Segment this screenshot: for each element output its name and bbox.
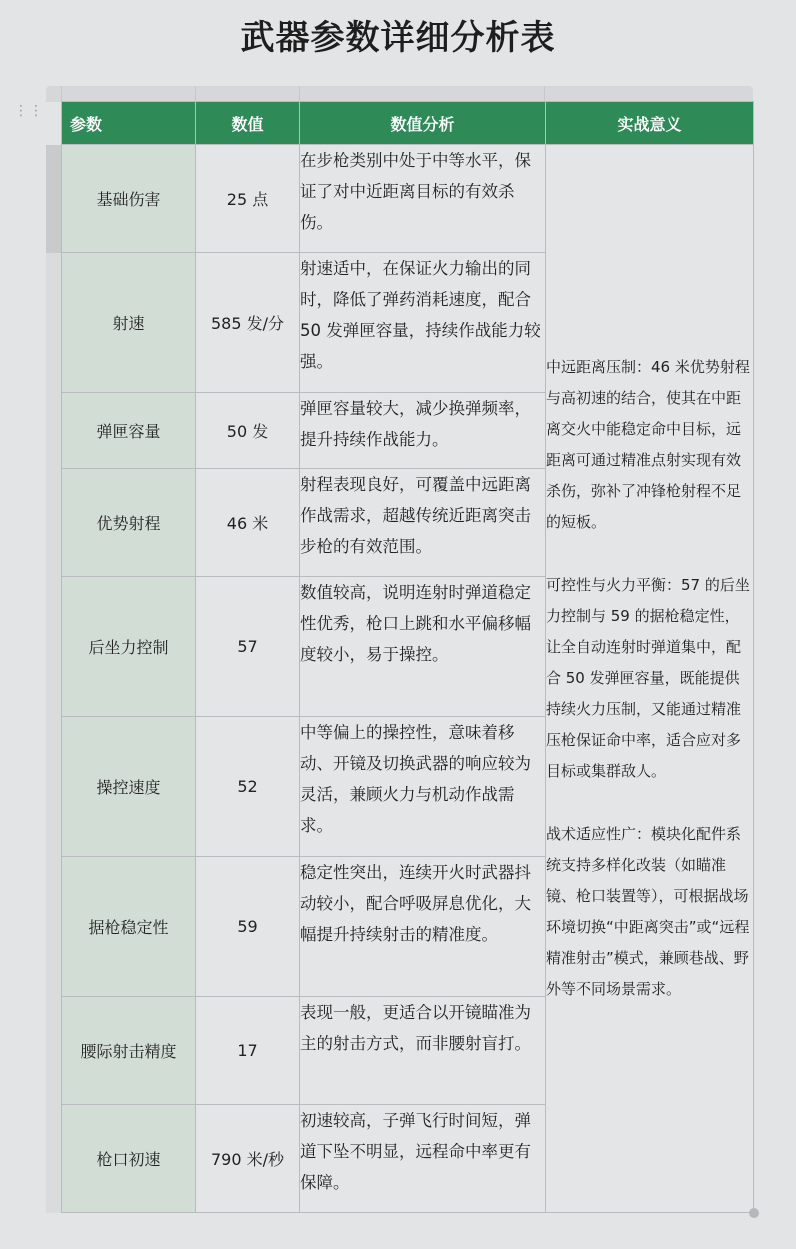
significance-paragraph: 战术适应性广：模块化配件系统支持多样化改装（如瞄准镜、枪口装置等），可根据战场环境切换“中距离突击”或“远程精准射击”模式，兼顾巷战、野外等不同场景需求。 [546,825,750,998]
value-cell[interactable]: 790 米/秒 [196,1105,300,1213]
param-cell[interactable]: 后坐力控制 [62,577,196,717]
param-cell[interactable]: 弹匣容量 [62,393,196,469]
analysis-cell[interactable]: 弹匣容量较大，减少换弹频率，提升持续作战能力。 [300,393,546,469]
analysis-cell[interactable]: 表现一般，更适合以开镜瞄准为主的射击方式，而非腰射盲打。 [300,997,546,1105]
table-row [62,145,754,253]
significance-paragraph: 中远距离压制：46 米优势射程与高初速的结合，使其在中距离交火中能稳定命中目标，远距离可通过精准点射实现有效杀伤，弥补了冲锋枪射程不足的短板。 [546,358,750,531]
param-cell[interactable]: 枪口初速 [62,1105,196,1213]
param-cell[interactable]: 射速 [62,253,196,393]
page-title: 武器参数详细分析表 [240,18,556,58]
table-resize-handle[interactable] [749,1208,759,1218]
column-ruler[interactable] [46,86,753,102]
param-cell[interactable]: 据枪稳定性 [62,857,196,997]
value-cell[interactable]: 17 [196,997,300,1105]
drag-handle-icon[interactable]: ⋮⋮ [14,103,44,119]
analysis-cell[interactable]: 射程表现良好，可覆盖中远距离作战需求，超越传统近距离突击步枪的有效范围。 [300,469,546,577]
analysis-cell[interactable]: 初速较高，子弹飞行时间短，弹道下坠不明显，远程命中率更有保障。 [300,1105,546,1213]
value-cell[interactable]: 585 发/分 [196,253,300,393]
header-value[interactable]: 数值 [196,102,300,145]
header-param[interactable]: 参数 [62,102,196,145]
param-cell[interactable]: 基础伤害 [62,145,196,253]
weapon-parameter-table [61,101,754,1213]
header-significance[interactable]: 实战意义 [546,102,754,145]
value-cell[interactable]: 59 [196,857,300,997]
value-cell[interactable]: 52 [196,717,300,857]
value-cell[interactable]: 25 点 [196,145,300,253]
table-header-row [62,102,754,145]
row-gutter[interactable] [46,145,61,1213]
param-cell[interactable]: 操控速度 [62,717,196,857]
param-cell[interactable]: 腰际射击精度 [62,997,196,1105]
analysis-cell[interactable]: 数值较高，说明连射时弹道稳定性优秀，枪口上跳和水平偏移幅度较小，易于操控。 [300,577,546,717]
value-cell[interactable]: 46 米 [196,469,300,577]
param-cell[interactable]: 优势射程 [62,469,196,577]
value-cell[interactable]: 50 发 [196,393,300,469]
header-analysis[interactable]: 数值分析 [300,102,546,145]
analysis-cell[interactable]: 射速适中，在保证火力输出的同时，降低了弹药消耗速度，配合 50 发弹匣容量，持续作战能力较强。 [300,253,546,393]
analysis-cell[interactable]: 稳定性突出，连续开火时武器抖动较小，配合呼吸屏息优化，大幅提升持续射击的精准度。 [300,857,546,997]
analysis-cell[interactable]: 在步枪类别中处于中等水平，保证了对中近距离目标的有效杀伤。 [300,145,546,253]
significance-paragraph: 可控性与火力平衡：57 的后坐力控制与 59 的据枪稳定性，让全自动连射时弹道集中，配合 50 发弹匣容量，既能提供持续火力压制，又能通过精准压枪保证命中率，适合应对多目标或集群敌人。 [546,576,750,780]
analysis-cell[interactable]: 中等偏上的操控性，意味着移动、开镜及切换武器的响应较为灵活，兼顾火力与机动作战需求。 [300,717,546,857]
value-cell[interactable]: 57 [196,577,300,717]
significance-cell[interactable] [546,145,754,1213]
